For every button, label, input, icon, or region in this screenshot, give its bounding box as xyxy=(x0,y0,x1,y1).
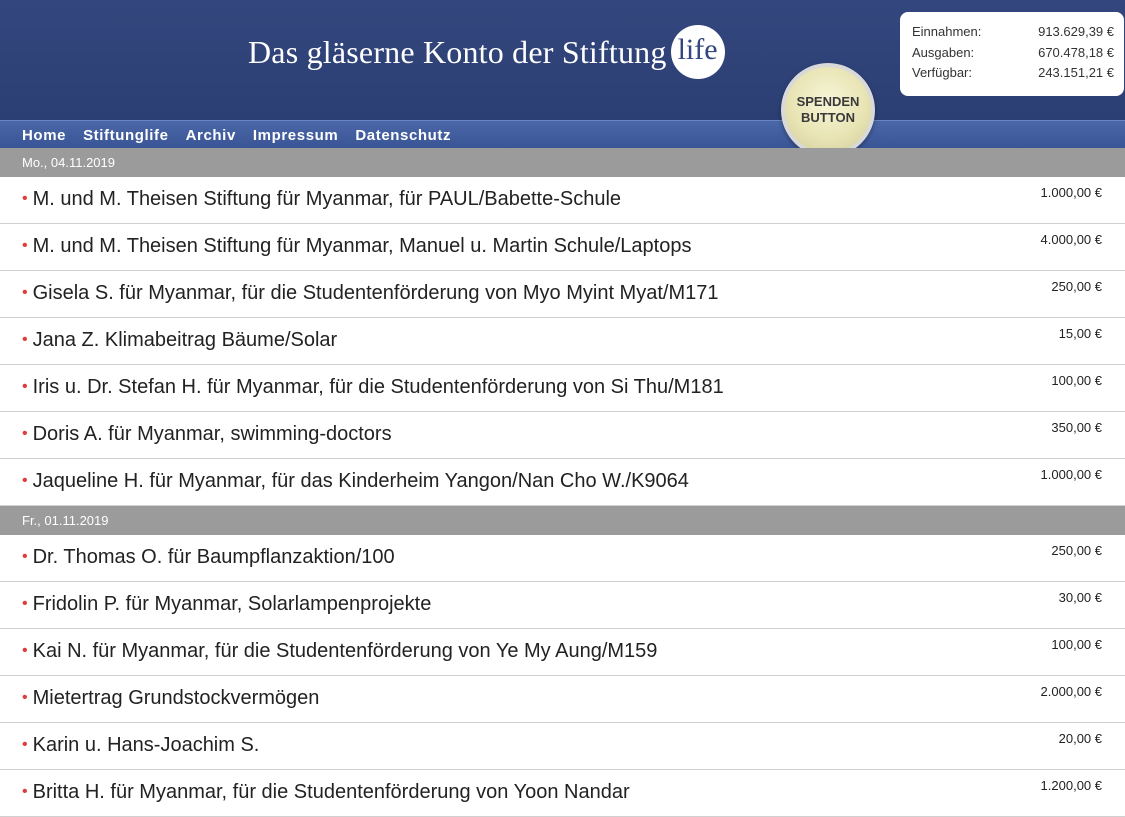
bullet-icon: • xyxy=(22,472,28,489)
transaction-description: Kai N. für Myanmar, für die Studentenförderung von Ye My Aung/M159 xyxy=(32,640,658,662)
finance-value: 670.478,18 € xyxy=(1038,44,1114,60)
spenden-button[interactable] xyxy=(781,63,875,157)
transaction-amount: 30,00 € xyxy=(1058,590,1102,605)
transaction-amount: 250,00 € xyxy=(1051,279,1102,294)
nav-archiv[interactable]: Archiv xyxy=(185,126,236,144)
transaction-description: Fridolin P. für Myanmar, Solarlampenprojekte xyxy=(32,593,432,615)
transaction-row xyxy=(0,770,1125,817)
transaction-description: Mietertrag Grundstockvermögen xyxy=(32,687,320,709)
bullet-icon: • xyxy=(22,425,28,442)
bullet-icon: • xyxy=(22,736,28,753)
transaction-description: M. und M. Theisen Stiftung für Myanmar, für PAUL/Babette-Schule xyxy=(32,188,622,210)
transaction-amount: 100,00 € xyxy=(1051,373,1102,388)
transaction-row xyxy=(0,676,1125,723)
bullet-icon: • xyxy=(22,642,28,659)
finance-row-expenses xyxy=(912,43,1114,64)
life-logo: life xyxy=(671,25,725,79)
transaction-amount: 350,00 € xyxy=(1051,420,1102,435)
finance-summary xyxy=(900,12,1124,96)
transaction-row xyxy=(0,365,1125,412)
nav-datenschutz[interactable]: Datenschutz xyxy=(355,126,452,144)
transaction-amount: 2.000,00 € xyxy=(1040,684,1102,699)
transaction-description: Jana Z. Klimabeitrag Bäume/Solar xyxy=(32,329,338,351)
transaction-description: Iris u. Dr. Stefan H. für Myanmar, für die Studentenförderung von Si Thu/M181 xyxy=(32,376,724,398)
date-header: Mo., 04.11.2019 xyxy=(0,148,1125,177)
bullet-icon: • xyxy=(22,548,28,565)
nav-impressum[interactable]: Impressum xyxy=(252,126,339,144)
bullet-icon: • xyxy=(22,284,28,301)
transaction-row xyxy=(0,459,1125,506)
transaction-description: M. und M. Theisen Stiftung für Myanmar, Manuel u. Martin Schule/Laptops xyxy=(32,235,692,257)
spenden-label-1: SPENDEN xyxy=(796,94,860,109)
spenden-label-2: BUTTON xyxy=(801,110,855,125)
bullet-icon: • xyxy=(22,378,28,395)
bullet-icon: • xyxy=(22,331,28,348)
transaction-description: Karin u. Hans-Joachim S. xyxy=(32,734,260,756)
transaction-description: Gisela S. für Myanmar, für die Studentenförderung von Myo Myint Myat/M171 xyxy=(32,282,719,304)
transaction-amount: 20,00 € xyxy=(1058,731,1102,746)
bullet-icon: • xyxy=(22,190,28,207)
date-header: Fr., 01.11.2019 xyxy=(0,506,1125,535)
transaction-amount: 4.000,00 € xyxy=(1040,232,1102,247)
transaction-description: Jaqueline H. für Myanmar, für das Kinderheim Yangon/Nan Cho W./K9064 xyxy=(32,470,689,492)
transaction-amount: 1.000,00 € xyxy=(1040,467,1102,482)
finance-label: Verfügbar: xyxy=(912,65,972,80)
main-nav-bar xyxy=(0,120,1125,148)
main-nav xyxy=(0,121,1125,149)
bullet-icon: • xyxy=(22,783,28,800)
bullet-icon: • xyxy=(22,595,28,612)
transaction-amount: 100,00 € xyxy=(1051,637,1102,652)
site-title-link[interactable] xyxy=(248,22,725,82)
transaction-description: Britta H. für Myanmar, für die Studentenförderung von Yoon Nandar xyxy=(32,781,630,803)
transaction-row xyxy=(0,224,1125,271)
transaction-amount: 250,00 € xyxy=(1051,543,1102,558)
transaction-row xyxy=(0,177,1125,224)
transaction-row xyxy=(0,629,1125,676)
transaction-row xyxy=(0,582,1125,629)
transaction-row xyxy=(0,412,1125,459)
bullet-icon: • xyxy=(22,237,28,254)
finance-label: Ausgaben: xyxy=(912,44,975,60)
finance-row-available xyxy=(912,63,1114,84)
finance-row-income xyxy=(912,22,1114,43)
transaction-list xyxy=(0,148,1125,817)
transaction-row xyxy=(0,535,1125,582)
transaction-row xyxy=(0,271,1125,318)
transaction-description: Doris A. für Myanmar, swimming-doctors xyxy=(32,423,392,445)
site-title: Das gläserne Konto der Stiftung xyxy=(248,33,667,70)
transaction-amount: 15,00 € xyxy=(1058,326,1102,341)
transaction-row xyxy=(0,318,1125,365)
finance-value: 913.629,39 € xyxy=(1038,24,1114,39)
bullet-icon: • xyxy=(22,689,28,706)
finance-label: Einnahmen: xyxy=(912,24,982,39)
transaction-amount: 1.200,00 € xyxy=(1040,778,1102,793)
transaction-row xyxy=(0,723,1125,770)
finance-value: 243.151,21 € xyxy=(1038,65,1114,80)
transaction-description: Dr. Thomas O. für Baumpflanzaktion/100 xyxy=(32,546,395,568)
nav-stiftunglife[interactable]: Stiftunglife xyxy=(83,126,169,144)
nav-home[interactable]: Home xyxy=(22,126,67,144)
transaction-amount: 1.000,00 € xyxy=(1040,185,1102,200)
